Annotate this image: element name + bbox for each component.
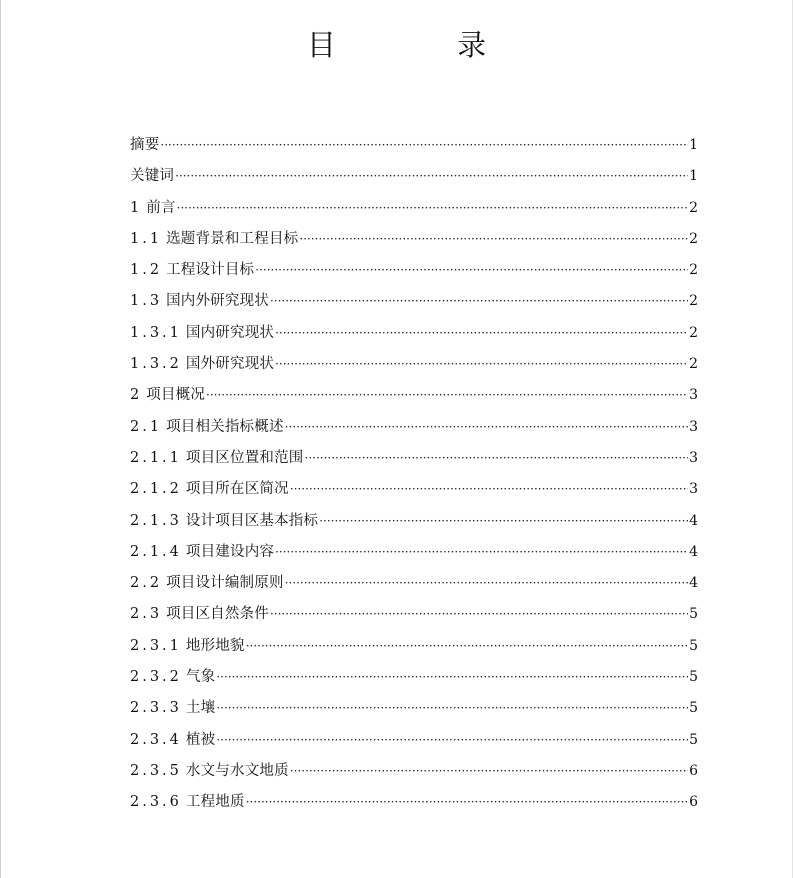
toc-entry-page-number: 5 xyxy=(689,637,698,654)
toc-dot-leader xyxy=(319,511,688,531)
toc-dot-leader xyxy=(160,135,688,155)
toc-entry-number: 1.3.2 xyxy=(130,356,182,373)
toc-entry-page-number: 6 xyxy=(689,794,698,811)
toc-entry-page-number: 2 xyxy=(689,199,698,216)
toc-entry[interactable] xyxy=(130,511,698,542)
toc-entry-label xyxy=(130,698,215,718)
toc-entry-text: 国内外研究现状 xyxy=(166,293,269,310)
toc-entry-page-number: 4 xyxy=(689,575,698,592)
toc-entry-text: 关键词 xyxy=(130,168,175,185)
toc-dot-leader xyxy=(255,260,688,280)
toc-entry-label xyxy=(130,761,289,781)
toc-entry-text: 工程设计目标 xyxy=(166,262,255,279)
toc-entry[interactable] xyxy=(130,229,698,260)
toc-entry-number: 2.1 xyxy=(130,418,163,435)
toc-dot-leader xyxy=(246,636,688,656)
toc-dot-leader xyxy=(299,229,688,249)
toc-dot-leader xyxy=(275,542,688,562)
toc-entry-number: 1.3.1 xyxy=(130,324,182,341)
toc-dot-leader xyxy=(216,730,688,750)
toc-entry-page-number: 1 xyxy=(689,137,698,153)
toc-entry-number: 2.3.3 xyxy=(130,700,182,717)
toc-entry-number: 2.3 xyxy=(130,606,163,623)
page-left-border xyxy=(0,0,1,878)
toc-entry-text: 项目区自然条件 xyxy=(166,606,269,623)
toc-entry-label xyxy=(130,135,159,155)
toc-dot-leader xyxy=(270,604,688,624)
toc-entry-label xyxy=(130,166,174,186)
toc-entry[interactable] xyxy=(130,542,698,573)
toc-entry-text: 项目相关指标概述 xyxy=(166,418,284,435)
toc-dot-leader xyxy=(216,667,688,687)
toc-entry-number: 2.1.4 xyxy=(130,543,182,560)
toc-entry-label xyxy=(130,260,254,280)
toc-entry-page-number: 3 xyxy=(689,449,698,466)
toc-entry-label xyxy=(130,667,215,687)
toc-entry-text: 水文与水文地质 xyxy=(185,762,289,779)
toc-entry-label xyxy=(130,291,269,311)
toc-dot-leader xyxy=(177,198,688,218)
toc-entry-text: 前言 xyxy=(146,199,176,216)
toc-entry-text: 植被 xyxy=(185,731,216,748)
toc-entry-text: 工程地质 xyxy=(185,794,245,811)
toc-entry-label xyxy=(130,198,176,218)
toc-entry-page-number: 2 xyxy=(689,293,698,310)
toc-entry[interactable] xyxy=(130,354,698,385)
toc-entry[interactable] xyxy=(130,479,698,510)
toc-entry-label xyxy=(130,323,274,343)
toc-entry-text: 地形地貌 xyxy=(185,637,245,654)
toc-entry-number: 2 xyxy=(130,387,143,404)
toc-entry-label xyxy=(130,542,274,562)
toc-entry-label xyxy=(130,730,215,750)
toc-entry-page-number: 2 xyxy=(689,230,698,247)
toc-entry-page-number: 2 xyxy=(689,356,698,373)
toc-entry-number: 1 xyxy=(130,199,143,216)
toc-entry-text: 项目设计编制原则 xyxy=(166,575,284,592)
toc-entry-label xyxy=(130,604,269,624)
toc-entry-text: 项目区位置和范围 xyxy=(185,449,304,466)
toc-dot-leader xyxy=(275,323,688,343)
toc-dot-leader xyxy=(275,354,688,374)
toc-entry-number: 2.1.3 xyxy=(130,512,182,529)
toc-dot-leader xyxy=(305,448,689,468)
toc-entry-label xyxy=(130,792,245,812)
toc-entry[interactable] xyxy=(130,385,698,416)
toc-dot-leader xyxy=(175,166,688,186)
toc-entry[interactable] xyxy=(130,323,698,354)
toc-entry-page-number: 1 xyxy=(689,168,698,185)
toc-entry-text: 项目所在区简况 xyxy=(185,481,289,498)
toc-dot-leader xyxy=(285,573,688,593)
toc-entry[interactable] xyxy=(130,730,698,761)
toc-entry-page-number: 5 xyxy=(689,669,698,686)
toc-entry-page-number: 4 xyxy=(689,543,698,560)
toc-entry-page-number: 5 xyxy=(689,700,698,717)
toc-entry-text: 国内研究现状 xyxy=(185,324,275,341)
toc-entry-page-number: 4 xyxy=(689,512,698,529)
toc-entry[interactable] xyxy=(130,698,698,729)
toc-entry-page-number: 3 xyxy=(689,481,698,498)
toc-entry[interactable] xyxy=(130,135,698,166)
toc-entry[interactable] xyxy=(130,166,698,197)
toc-entry-page-number: 5 xyxy=(689,606,698,623)
toc-entry[interactable] xyxy=(130,667,698,698)
toc-entry[interactable] xyxy=(130,260,698,291)
toc-entry-page-number: 2 xyxy=(689,324,698,341)
toc-entry-page-number: 5 xyxy=(689,731,698,748)
toc-entry-number: 2.1.2 xyxy=(130,481,182,498)
toc-title: 目 录 xyxy=(306,28,543,63)
toc-entry-page-number: 3 xyxy=(689,387,698,404)
toc-entry-number: 2.3.4 xyxy=(130,731,182,748)
toc-entry[interactable] xyxy=(130,761,698,792)
toc-entry-label xyxy=(130,385,205,405)
toc-entry-text: 摘要 xyxy=(130,137,160,153)
toc-entry-label xyxy=(130,479,289,499)
toc-entry-number: 2.3.5 xyxy=(130,762,182,779)
toc-entry-label xyxy=(130,573,284,593)
toc-dot-leader xyxy=(270,291,688,311)
toc-entry-number: 2.1.1 xyxy=(130,449,182,466)
toc-entry-text: 气象 xyxy=(185,669,216,686)
toc-entry-text: 项目概况 xyxy=(146,387,206,404)
toc-entry-number: 2.2 xyxy=(130,575,163,592)
toc-entry-text: 设计项目区基本指标 xyxy=(185,512,319,529)
toc-entry[interactable] xyxy=(130,291,698,322)
toc-entry-number: 1.1 xyxy=(130,230,163,247)
toc-entry[interactable] xyxy=(130,604,698,635)
toc-entry-number: 2.3.6 xyxy=(130,794,182,811)
toc-entry-label xyxy=(130,354,274,374)
toc-entry[interactable] xyxy=(130,636,698,667)
toc-entry[interactable] xyxy=(130,448,698,479)
toc-dot-leader xyxy=(285,417,688,437)
toc-dot-leader xyxy=(246,792,688,812)
toc-entry-number: 1.2 xyxy=(130,262,163,279)
table-of-contents xyxy=(130,135,698,824)
toc-entry-number: 1.3 xyxy=(130,293,163,310)
toc-dot-leader xyxy=(216,698,688,718)
toc-dot-leader xyxy=(290,479,688,499)
toc-entry-page-number: 2 xyxy=(689,262,698,279)
toc-entry[interactable] xyxy=(130,573,698,604)
toc-entry-page-number: 3 xyxy=(689,418,698,435)
toc-entry-text: 国外研究现状 xyxy=(185,356,275,373)
toc-dot-leader xyxy=(206,385,688,405)
toc-entry-label xyxy=(130,417,284,437)
toc-entry-text: 项目建设内容 xyxy=(185,543,275,560)
toc-entry-number: 2.3.2 xyxy=(130,669,182,686)
toc-entry-page-number: 6 xyxy=(689,762,698,779)
toc-entry-label xyxy=(130,636,245,656)
toc-entry-label xyxy=(130,511,318,531)
toc-entry-label xyxy=(130,448,304,468)
toc-entry[interactable] xyxy=(130,198,698,229)
toc-entry-number: 2.3.1 xyxy=(130,637,182,654)
toc-entry[interactable] xyxy=(130,417,698,448)
toc-entry[interactable] xyxy=(130,792,698,823)
toc-dot-leader xyxy=(290,761,688,781)
toc-entry-text: 选题背景和工程目标 xyxy=(166,230,299,247)
toc-entry-text: 土壤 xyxy=(185,700,216,717)
toc-entry-label xyxy=(130,229,298,249)
